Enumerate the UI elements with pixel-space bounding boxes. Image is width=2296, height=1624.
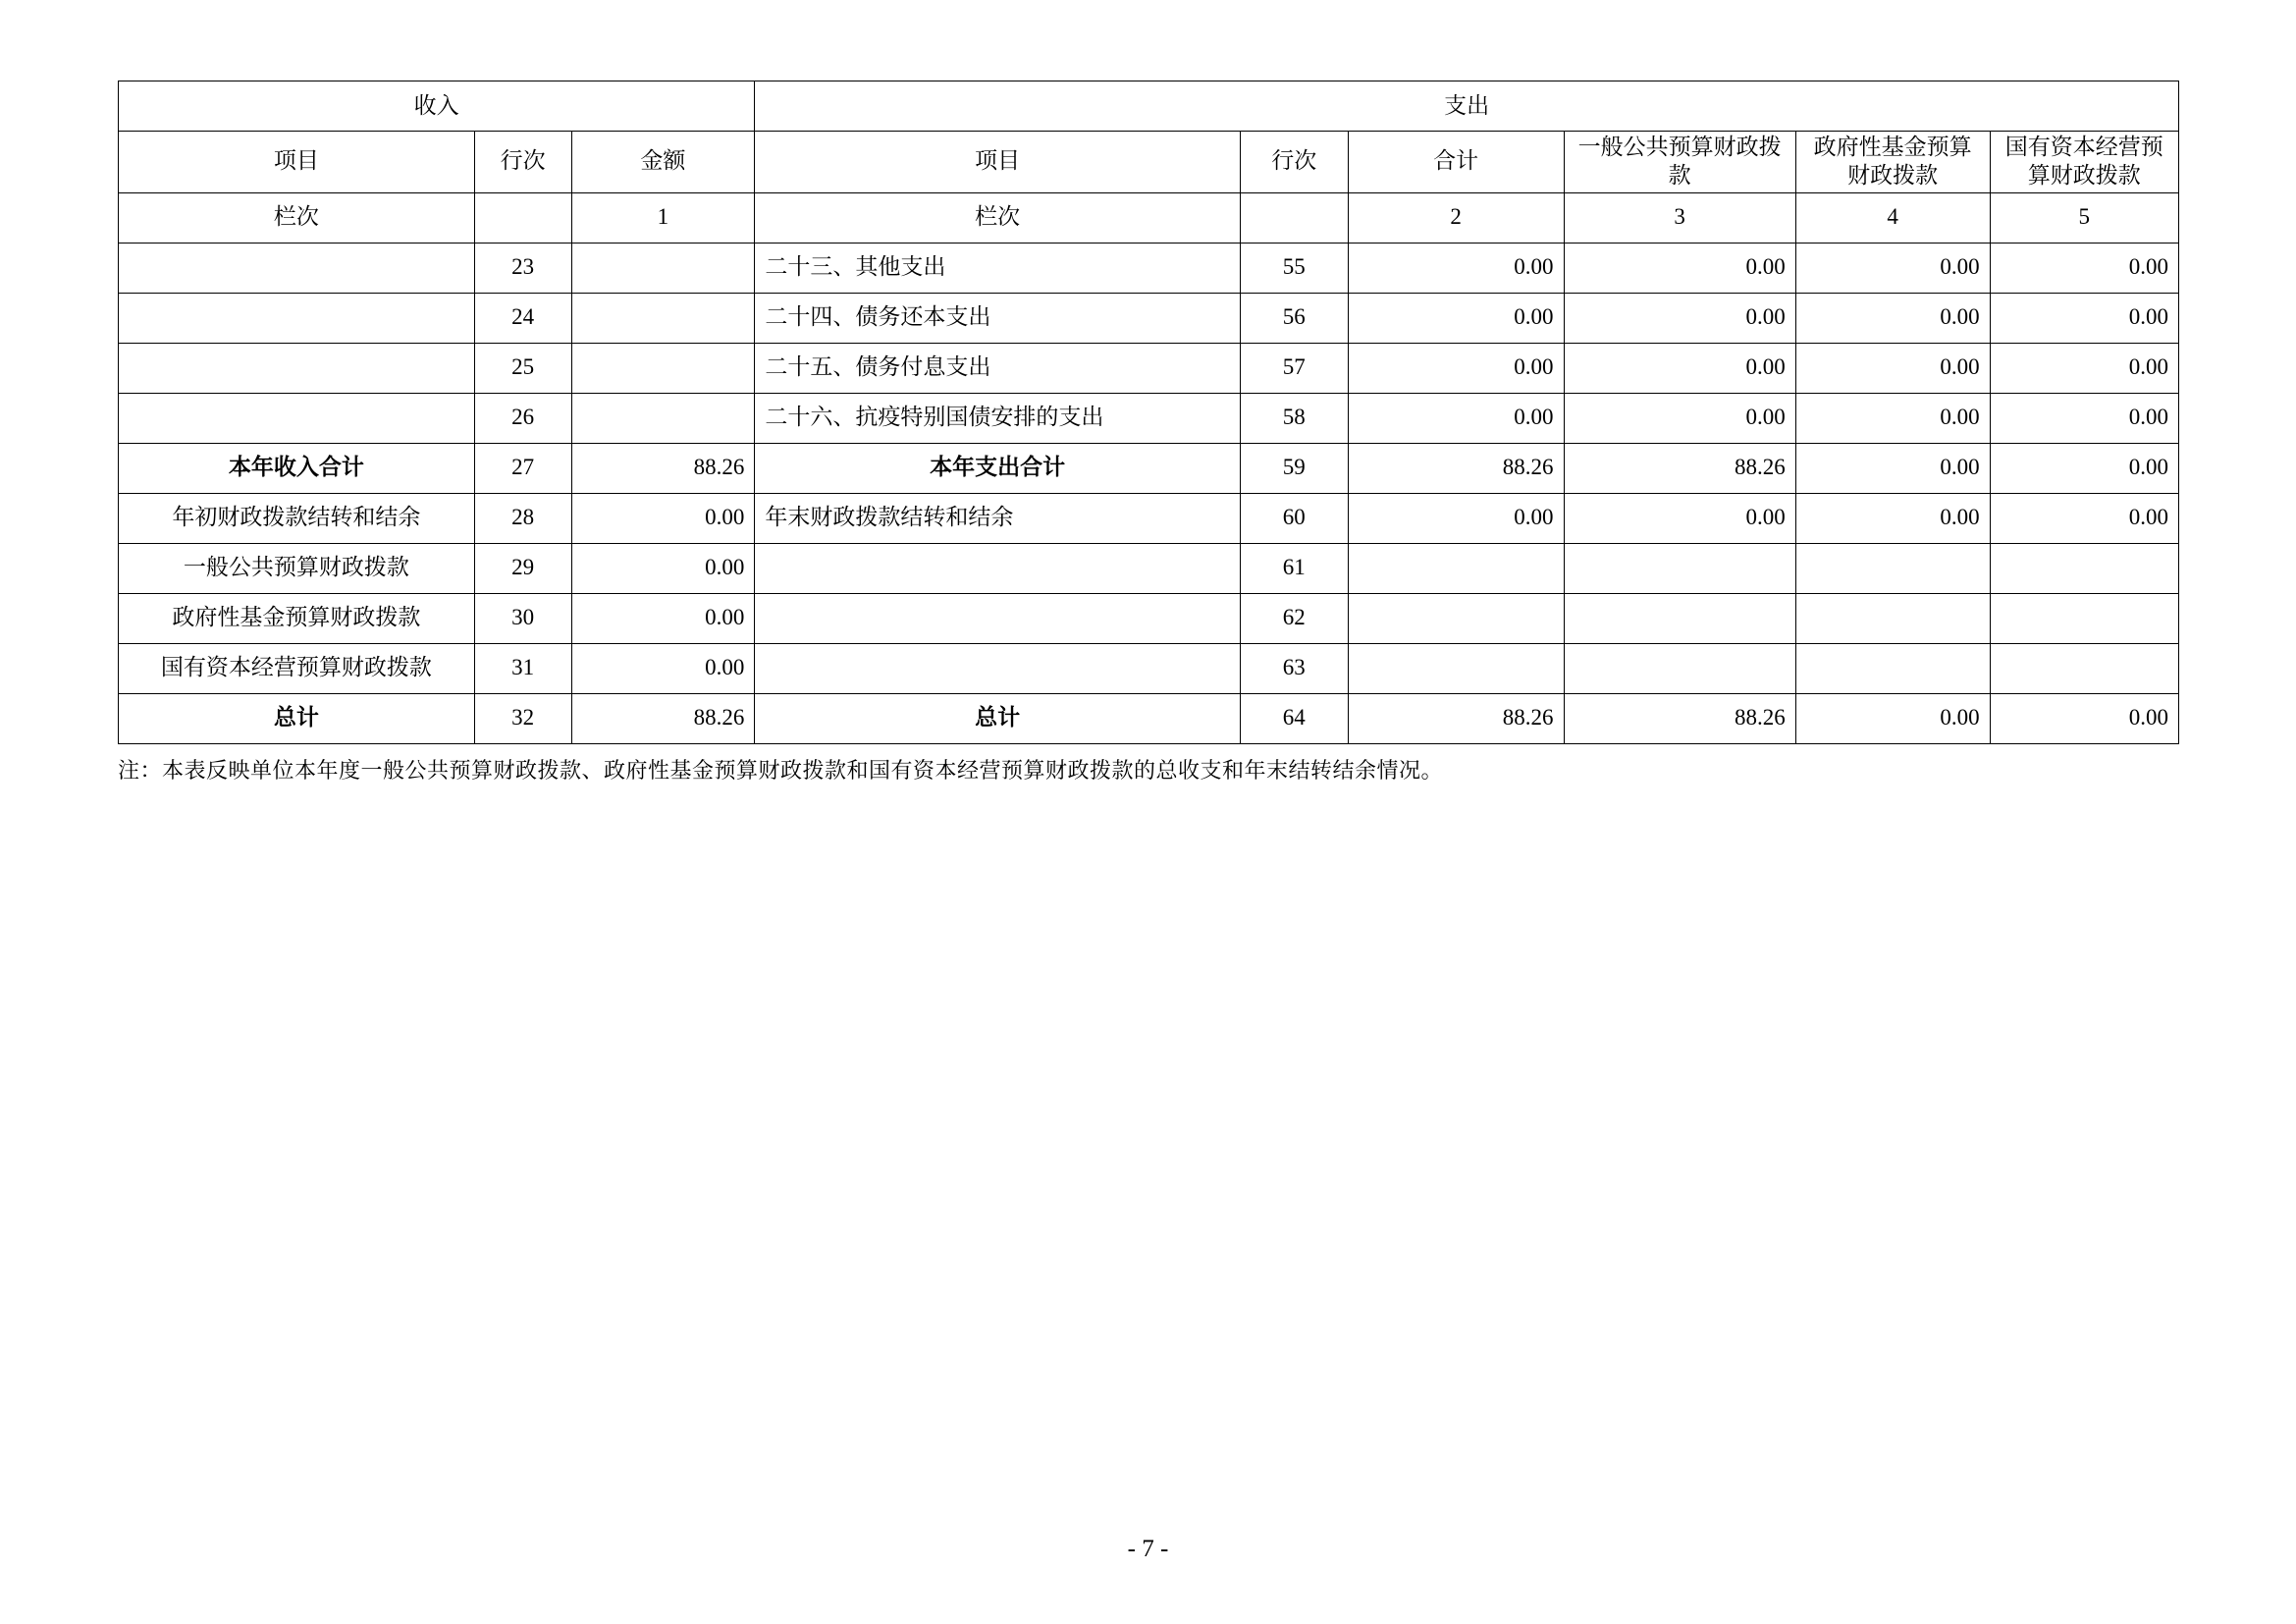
cell-income-line: 25 bbox=[474, 343, 571, 393]
cell-expense-item: 二十三、其他支出 bbox=[755, 243, 1241, 293]
column-label-expense: 栏次 bbox=[755, 192, 1241, 243]
cell-expense-item bbox=[755, 643, 1241, 693]
financial-table bbox=[118, 81, 2179, 744]
cell-expense-item bbox=[755, 593, 1241, 643]
cell-expense-fund bbox=[1795, 593, 1990, 643]
cell-expense-capital: 0.00 bbox=[1990, 243, 2178, 293]
cell-income-amount bbox=[571, 343, 755, 393]
cell-income-item bbox=[119, 343, 475, 393]
cell-income-amount bbox=[571, 293, 755, 343]
cell-expense-item: 二十六、抗疫特别国债安排的支出 bbox=[755, 393, 1241, 443]
cell-expense-capital bbox=[1990, 643, 2178, 693]
cell-income-item: 一般公共预算财政拨款 bbox=[119, 543, 475, 593]
table-column-number-row bbox=[119, 192, 2179, 243]
table-row bbox=[119, 593, 2179, 643]
cell-expense-capital: 0.00 bbox=[1990, 293, 2178, 343]
col-header-amount-income: 金额 bbox=[571, 132, 755, 193]
cell-income-line: 26 bbox=[474, 393, 571, 443]
cell-expense-general: 0.00 bbox=[1564, 293, 1795, 343]
column-number-general: 3 bbox=[1564, 192, 1795, 243]
cell-income-item: 年初财政拨款结转和结余 bbox=[119, 493, 475, 543]
column-number-total: 2 bbox=[1348, 192, 1564, 243]
cell-expense-item: 二十五、债务付息支出 bbox=[755, 343, 1241, 393]
cell-income-amount bbox=[571, 243, 755, 293]
column-number-fund: 4 bbox=[1795, 192, 1990, 243]
cell-income-item: 总计 bbox=[119, 693, 475, 743]
cell-expense-total: 88.26 bbox=[1348, 443, 1564, 493]
cell-expense-line: 59 bbox=[1240, 443, 1348, 493]
cell-expense-line: 57 bbox=[1240, 343, 1348, 393]
cell-income-line: 24 bbox=[474, 293, 571, 343]
col-header-line-expense: 行次 bbox=[1240, 132, 1348, 193]
cell-expense-fund: 0.00 bbox=[1795, 243, 1990, 293]
cell-expense-fund bbox=[1795, 543, 1990, 593]
cell-income-line: 31 bbox=[474, 643, 571, 693]
cell-expense-line: 56 bbox=[1240, 293, 1348, 343]
table-row bbox=[119, 493, 2179, 543]
table-row bbox=[119, 293, 2179, 343]
cell-expense-line: 64 bbox=[1240, 693, 1348, 743]
cell-expense-fund: 0.00 bbox=[1795, 693, 1990, 743]
cell-expense-fund: 0.00 bbox=[1795, 393, 1990, 443]
cell-expense-total bbox=[1348, 593, 1564, 643]
cell-expense-fund: 0.00 bbox=[1795, 293, 1990, 343]
cell-expense-capital: 0.00 bbox=[1990, 343, 2178, 393]
cell-income-item bbox=[119, 293, 475, 343]
column-label-income: 栏次 bbox=[119, 192, 475, 243]
cell-expense-total: 0.00 bbox=[1348, 293, 1564, 343]
cell-income-line: 27 bbox=[474, 443, 571, 493]
col-header-total: 合计 bbox=[1348, 132, 1564, 193]
cell-expense-line: 62 bbox=[1240, 593, 1348, 643]
cell-income-line: 23 bbox=[474, 243, 571, 293]
cell-income-item: 政府性基金预算财政拨款 bbox=[119, 593, 475, 643]
cell-expense-general: 0.00 bbox=[1564, 393, 1795, 443]
cell-income-amount: 0.00 bbox=[571, 493, 755, 543]
cell-expense-line: 61 bbox=[1240, 543, 1348, 593]
cell-expense-total: 88.26 bbox=[1348, 693, 1564, 743]
cell-expense-total: 0.00 bbox=[1348, 493, 1564, 543]
cell-expense-line: 60 bbox=[1240, 493, 1348, 543]
table-row-grand-total bbox=[119, 693, 2179, 743]
cell-expense-capital bbox=[1990, 543, 2178, 593]
cell-expense-general: 88.26 bbox=[1564, 693, 1795, 743]
table-row bbox=[119, 393, 2179, 443]
cell-expense-general: 0.00 bbox=[1564, 343, 1795, 393]
cell-income-item bbox=[119, 393, 475, 443]
cell-expense-item: 二十四、债务还本支出 bbox=[755, 293, 1241, 343]
cell-expense-general: 0.00 bbox=[1564, 493, 1795, 543]
cell-expense-line: 63 bbox=[1240, 643, 1348, 693]
cell-income-amount: 88.26 bbox=[571, 693, 755, 743]
column-number-capital: 5 bbox=[1990, 192, 2178, 243]
cell-expense-line: 58 bbox=[1240, 393, 1348, 443]
table-column-header-row bbox=[119, 132, 2179, 193]
cell-income-item: 本年收入合计 bbox=[119, 443, 475, 493]
cell-expense-item bbox=[755, 543, 1241, 593]
cell-expense-general: 88.26 bbox=[1564, 443, 1795, 493]
cell-expense-total: 0.00 bbox=[1348, 243, 1564, 293]
cell-expense-fund: 0.00 bbox=[1795, 493, 1990, 543]
cell-expense-general bbox=[1564, 543, 1795, 593]
cell-expense-fund: 0.00 bbox=[1795, 443, 1990, 493]
column-number-income: 1 bbox=[571, 192, 755, 243]
cell-expense-general bbox=[1564, 593, 1795, 643]
cell-expense-capital: 0.00 bbox=[1990, 393, 2178, 443]
cell-expense-item: 本年支出合计 bbox=[755, 443, 1241, 493]
cell-expense-item: 年末财政拨款结转和结余 bbox=[755, 493, 1241, 543]
cell-income-amount: 0.00 bbox=[571, 593, 755, 643]
page-number: - 7 - bbox=[1127, 1536, 1169, 1562]
group-header-income: 收入 bbox=[119, 81, 755, 132]
cell-expense-capital: 0.00 bbox=[1990, 693, 2178, 743]
cell-expense-fund bbox=[1795, 643, 1990, 693]
cell-expense-total: 0.00 bbox=[1348, 393, 1564, 443]
cell-expense-capital: 0.00 bbox=[1990, 493, 2178, 543]
cell-income-line: 29 bbox=[474, 543, 571, 593]
column-blank-income-line bbox=[474, 192, 571, 243]
table-row bbox=[119, 343, 2179, 393]
cell-expense-general: 0.00 bbox=[1564, 243, 1795, 293]
table-row bbox=[119, 643, 2179, 693]
cell-expense-total: 0.00 bbox=[1348, 343, 1564, 393]
column-blank-expense-line bbox=[1240, 192, 1348, 243]
cell-expense-fund: 0.00 bbox=[1795, 343, 1990, 393]
table-row-total-year bbox=[119, 443, 2179, 493]
table-note: 注：本表反映单位本年度一般公共预算财政拨款、政府性基金预算财政拨款和国有资本经营预算财政拨款的总收支和年末结转结余情况。 bbox=[118, 757, 1444, 783]
cell-income-line: 28 bbox=[474, 493, 571, 543]
cell-income-line: 32 bbox=[474, 693, 571, 743]
cell-income-amount bbox=[571, 393, 755, 443]
col-header-gov-fund: 政府性基金预算财政拨款 bbox=[1795, 132, 1990, 193]
cell-income-item bbox=[119, 243, 475, 293]
cell-expense-capital: 0.00 bbox=[1990, 443, 2178, 493]
cell-income-item: 国有资本经营预算财政拨款 bbox=[119, 643, 475, 693]
cell-expense-total bbox=[1348, 643, 1564, 693]
cell-income-amount: 0.00 bbox=[571, 543, 755, 593]
col-header-state-capital: 国有资本经营预算财政拨款 bbox=[1990, 132, 2178, 193]
col-header-item-expense: 项目 bbox=[755, 132, 1241, 193]
group-header-expense: 支出 bbox=[755, 81, 2179, 132]
cell-income-line: 30 bbox=[474, 593, 571, 643]
table-row bbox=[119, 243, 2179, 293]
col-header-line-income: 行次 bbox=[474, 132, 571, 193]
cell-expense-capital bbox=[1990, 593, 2178, 643]
table-group-header-row bbox=[119, 81, 2179, 132]
col-header-item-income: 项目 bbox=[119, 132, 475, 193]
cell-income-amount: 88.26 bbox=[571, 443, 755, 493]
cell-expense-total bbox=[1348, 543, 1564, 593]
cell-income-amount: 0.00 bbox=[571, 643, 755, 693]
col-header-general-public: 一般公共预算财政拨款 bbox=[1564, 132, 1795, 193]
cell-expense-line: 55 bbox=[1240, 243, 1348, 293]
table-row bbox=[119, 543, 2179, 593]
cell-expense-item: 总计 bbox=[755, 693, 1241, 743]
cell-expense-general bbox=[1564, 643, 1795, 693]
